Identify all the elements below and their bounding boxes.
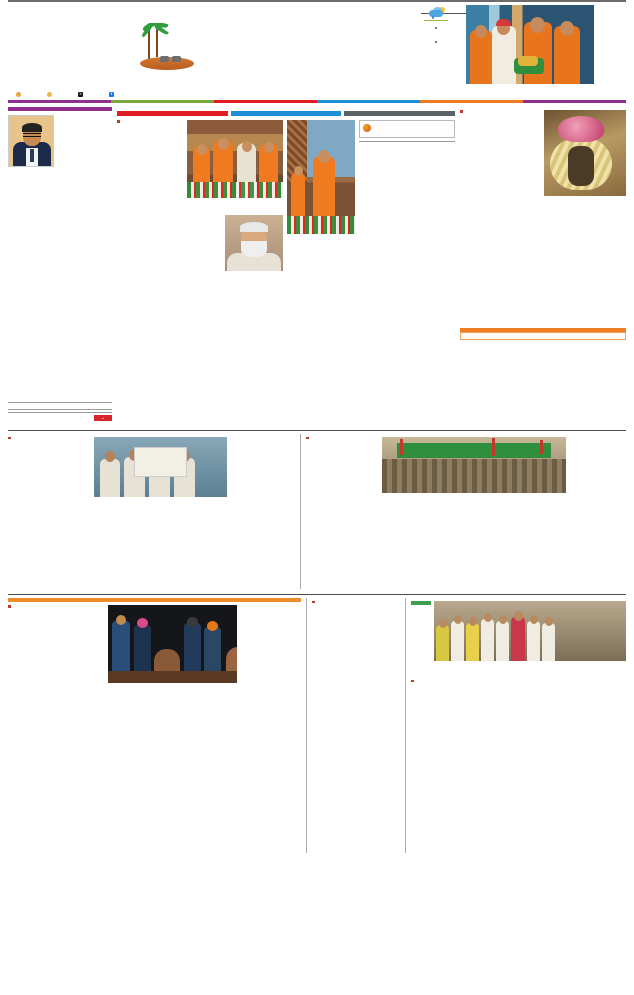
cloud-sun-rain-icon: [428, 7, 445, 19]
main-inner-caption: [287, 236, 355, 245]
right-grid: [460, 110, 626, 325]
job-fair-body-2: [94, 511, 227, 573]
main-byline: [117, 120, 183, 123]
weather-max-temp: o: [434, 39, 438, 44]
promo-item-2[interactable]: [8, 415, 91, 421]
band-three: [8, 594, 626, 854]
link-epaper[interactable]: [47, 92, 54, 97]
congress-body-2: [411, 754, 517, 810]
left-body: [8, 114, 112, 342]
wrestling-story: [8, 598, 301, 854]
job-fair-photo-caption: [94, 499, 227, 509]
weather-min-temp: o: [434, 25, 438, 30]
congress-byline: [411, 680, 626, 683]
main-body-1: [117, 125, 183, 425]
congress-photo-caption: [434, 663, 626, 677]
job-fair-story: [8, 434, 295, 589]
congress-story: [411, 598, 626, 854]
masthead-right: [308, 5, 626, 44]
constitution-body-2: [382, 507, 566, 573]
vertical-divider: [405, 598, 406, 854]
main-body-4: [287, 247, 355, 419]
photo-temple-ceremony: [187, 120, 283, 198]
right-col-2: [544, 110, 626, 325]
chevron-down-icon: ⌄: [100, 415, 106, 422]
main-story-grid: [117, 120, 455, 425]
weather-city: [424, 20, 448, 21]
divider: [359, 141, 455, 142]
wrestling-body-3: [241, 605, 301, 699]
ambedkar-portrait: [8, 115, 54, 167]
masthead-links: [8, 89, 626, 99]
congress-body-3: [521, 684, 627, 812]
promo-row: [8, 412, 112, 421]
right-col-1: [460, 110, 540, 325]
quote-box: [359, 120, 455, 138]
band-one: [8, 107, 626, 425]
right-byline: [460, 110, 540, 113]
left-sidebar: [8, 107, 112, 425]
right-body-2: [460, 229, 540, 325]
bullet-icon: [460, 110, 463, 113]
bullet-icon: [117, 120, 120, 123]
job-fair-body-1: [8, 441, 90, 569]
badge-press-meet: [344, 111, 455, 116]
job-fair-body-3: [231, 437, 295, 585]
main-body-3: [187, 323, 283, 415]
promo-block[interactable]: [8, 402, 112, 410]
right-body-1: [460, 115, 540, 227]
main-col-3: [287, 120, 355, 425]
globe-icon: [47, 92, 52, 97]
main-badge-row: [117, 111, 455, 116]
wrestling-body-2: [108, 699, 237, 795]
congress-green-tag: [411, 601, 431, 605]
link-twitter[interactable]: [78, 92, 85, 97]
bullet-icon: [411, 680, 414, 683]
main-story: [117, 107, 455, 425]
main-photo-caption: [187, 200, 283, 213]
left-sub-body: [8, 346, 112, 398]
globe-icon: [16, 92, 21, 97]
quote-bullet-icon: [363, 124, 371, 132]
link-facebook[interactable]: [109, 92, 116, 97]
constitution-byline: [306, 437, 378, 440]
main-col-1: [117, 120, 183, 425]
main-body-2: [187, 215, 283, 321]
masthead-photo-swamijis: [466, 5, 594, 84]
narendra-modi-portrait: [225, 215, 283, 271]
badge-security: [231, 111, 342, 116]
constitution-photo-caption: [382, 495, 566, 505]
bullet-icon: [8, 605, 11, 608]
photo-farmer-protest: [382, 437, 566, 493]
photo-wrestling-match: [108, 605, 237, 683]
masthead: [8, 5, 626, 89]
wrestling-strip: [8, 598, 301, 602]
constitution-story: [306, 434, 626, 589]
wrestling-body-4: [241, 701, 301, 797]
vertical-divider: [300, 434, 301, 589]
page-jump-badge[interactable]: [94, 415, 112, 421]
main-body-5: [359, 145, 455, 403]
bullet-icon: [8, 437, 11, 440]
photo-job-fair-launch: [94, 437, 227, 497]
masthead-color-stripe: [8, 100, 626, 103]
facebook-icon: f: [110, 92, 113, 96]
section-header-suddimooru: [8, 107, 112, 111]
photo-congress-campaign: [434, 601, 626, 661]
band-two: [8, 430, 626, 589]
right-body-3: [544, 217, 626, 303]
wrestling-byline: [8, 605, 104, 608]
bullet-icon: [312, 601, 315, 604]
wrestling-photo-caption: [108, 685, 237, 697]
right-photo-caption: [544, 198, 626, 215]
job-fair-byline: [8, 437, 90, 440]
main-col-4: [359, 120, 455, 425]
bike-rally-byline: [312, 601, 400, 604]
bike-rally-body-2: [312, 727, 400, 853]
constitution-body-1: [306, 441, 378, 569]
photo-deity-decoration: [544, 110, 626, 196]
right-story: [460, 107, 626, 425]
badge-darshan: [117, 111, 228, 116]
congress-body-1: [411, 684, 517, 752]
link-website[interactable]: [16, 92, 23, 97]
x-twitter-icon: 𝕏: [79, 92, 82, 96]
right-info-box: [460, 332, 626, 340]
bike-rally-body-1: [312, 605, 400, 725]
photo-swamiji-inspection: [287, 120, 355, 234]
weather-widget: [416, 7, 456, 49]
vertical-divider: [306, 598, 307, 854]
main-col-2: [187, 120, 283, 425]
constitution-body-3: [570, 437, 626, 589]
wrestling-body-1: [8, 610, 104, 800]
sugarcane-bullock-illustration: [136, 23, 198, 75]
bike-rally-story: [312, 598, 400, 854]
top-rule: [8, 0, 626, 2]
bullet-icon: [306, 437, 309, 440]
